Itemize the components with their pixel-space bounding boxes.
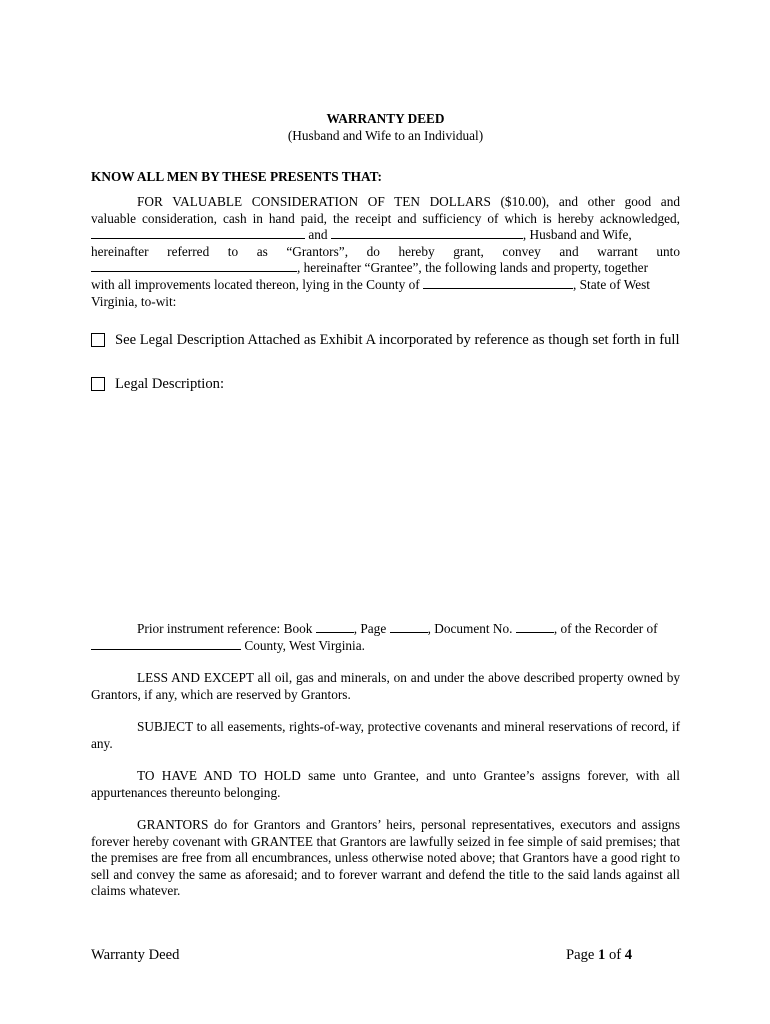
exhibit-checkbox[interactable] xyxy=(91,333,105,347)
legal-description-checkbox[interactable] xyxy=(91,377,105,391)
less-and-except-paragraph: LESS AND EXCEPT all oil, gas and minerals, on and under the above described property owned by Grantors, if any, which are reserved by Grantors. xyxy=(91,670,680,702)
warranty-covenant-paragraph: GRANTORS do for Grantors and Grantors’ heirs, personal representatives, executors and assigns forever hereby covenant with GRANTEE that Grantors are lawfully seized in fee simple of said premises; that the premises are free from all encumbrances, unless otherwise noted above; that Grantors have a good right to sell and convey the same as aforesaid; and to forever warrant and defend the title to the said lands against all claims whatever. xyxy=(91,817,680,899)
recorder-county-field[interactable] xyxy=(91,638,241,650)
grantor-2-name-field[interactable] xyxy=(331,227,523,239)
consideration-line-2: valuable consideration, cash in hand paid, the receipt and sufficiency of which is hereby acknowledged, xyxy=(91,210,680,226)
grantor-1-name-field[interactable] xyxy=(91,227,305,239)
book-field[interactable] xyxy=(316,621,354,633)
exhibit-option xyxy=(91,332,680,349)
legal-description-option xyxy=(91,376,680,393)
consideration-line-1: FOR VALUABLE CONSIDERATION OF TEN DOLLARS ($10.00), and other good and xyxy=(137,194,680,209)
consideration-line-4: hereinafter referred to as “Grantors”, do hereby grant, convey and warrant unto xyxy=(91,243,680,259)
county-line: with all improvements located thereon, lying in the County of , State of West xyxy=(91,276,650,292)
document-title: WARRANTY DEED xyxy=(326,111,445,126)
footer-document-name: Warranty Deed xyxy=(91,947,180,963)
legal-description-label: Legal Description: xyxy=(115,376,225,392)
prior-instrument-reference: Prior instrument reference: Book , Page , Document No. , of the Recorder of County, West Virginia. xyxy=(91,621,680,654)
grantee-line: , hereinafter “Grantee”, the following lands and property, together xyxy=(91,260,680,277)
document-number-field[interactable] xyxy=(516,621,554,633)
page-field[interactable] xyxy=(390,621,428,633)
document-subtitle: (Husband and Wife to an Individual) xyxy=(287,128,484,143)
subject-to-paragraph: SUBJECT to all easements, rights-of-way, protective covenants and mineral reservations of record, if any. xyxy=(91,719,680,751)
grantors-names-line: and , Husband and Wife, xyxy=(91,227,680,244)
exhibit-option-label: See Legal Description Attached as Exhibit A incorporated by reference as though set forth in full xyxy=(115,332,680,348)
county-field[interactable] xyxy=(423,277,573,289)
grantee-name-field[interactable] xyxy=(91,260,297,272)
consideration-paragraph xyxy=(91,194,680,310)
footer-page-number: Page 1 of 4 xyxy=(566,947,633,963)
section-heading: KNOW ALL MEN BY THESE PRESENTS THAT: xyxy=(91,169,382,184)
habendum-paragraph: TO HAVE AND TO HOLD same unto Grantee, and unto Grantee’s assigns forever, with all appurtenances thereunto belonging. xyxy=(91,768,680,800)
consideration-line-7: Virginia, to-wit: xyxy=(91,293,177,309)
